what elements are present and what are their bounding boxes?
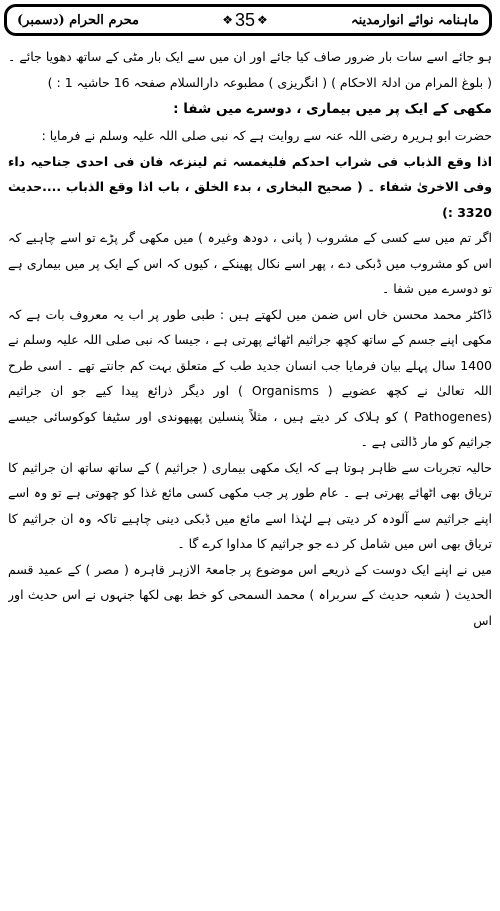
page-number-value: 35 bbox=[234, 9, 256, 30]
page-header bbox=[4, 4, 492, 36]
paragraph-narration: حضرت ابو ہریرہ رضی اللہ عنہ سے روایت ہے کہ نبی صلی اللہ علیہ وسلم نے فرمایا : bbox=[41, 128, 492, 143]
ornament-icon: ❖ bbox=[257, 13, 268, 27]
ornament-icon: ❖ bbox=[222, 13, 233, 27]
hadith-arabic-text: اذا وقع الذباب فی شراب احدکم فلیغمسہ ثم لینزعہ فان فی احدی جناحیہ داء وفی الاخریٰ شفاء ۔ ( صحیح البخاری ، بدء الخلق ، باب اذا وقع الذباب ....حدیث 3320 :) bbox=[8, 153, 492, 220]
article-body bbox=[8, 44, 492, 907]
section-heading: مکھی کے ایک پر میں بیماری ، دوسرے میں شفا : bbox=[173, 101, 492, 117]
paragraph-doctor-quote: ڈاکٹر محمد محسن خاں اس ضمن میں لکھتے ہیں : طبی طور پر اب یہ معروف بات ہے کہ مکھی اپنے جسم کے ساتھ کچھ جراثیم اٹھائے پھرتی ہے ، جیسا کہ نبی صلی اللہ علیہ وسلم نے 1400 سال پہلے بیان فرمایا جب انسان جدید طب کے متعلق بہت کم جانتے تھے ۔ اسی طرح اللہ تعالیٰ نے کچھ عضویے ( Organisms ) اور دیگر ذرائع پیدا کیے جو ان جراثیم (Pathogenes ) کو ہلاک کر دیتے ہیں ، مثلاً پنسلین پھپھوندی اور سٹیفا کوکوسائی جیسے جراثیم کو مار ڈالتی ہے ۔ bbox=[8, 306, 492, 449]
paragraph-translation: اگر تم میں سے کسی کے مشروب ( پانی ، دودھ وغیرہ ) میں مکھی گر پڑے تو اسے چاہیے کہ اس کو مشروب میں ڈبکی دے ، پھر اسے نکال پھینکے ، کیوں کہ اس کے ایک پر میں بیماری ہے تو دوسرے میں شفا ۔ bbox=[8, 230, 492, 296]
issue-month: محرم الحرام (دسمبر) bbox=[17, 12, 140, 28]
page-number bbox=[222, 10, 268, 31]
paragraph-intro: ہو جائے اسے سات بار ضرور صاف کیا جائے اور ان میں سے ایک بار مٹی کے ساتھ دھویا جائے ۔( بلوغ المرام من ادلۃ الاحکام ) ( انگریزی ) مطبوعہ دارالسلام صفحہ 16 حاشیہ 1 : ) bbox=[8, 49, 492, 90]
paragraph-experiments: حالیہ تجربات سے ظاہر ہوتا ہے کہ ایک مکھی بیماری ( جراثیم ) کے ساتھ ساتھ ان جراثیم کا تریاق بھی اٹھائے پھرتی ہے ۔ عام طور پر جب مکھی کسی مائع غذا کو چھوتی ہے تو وہ اسے اپنے جراثیم سے آلودہ کر دیتی ہے لہٰذا اسے مائع میں ڈبکی دینی چاہیے تاکہ وہ ان جراثیم کا تریاق بھی اس میں شامل کر دے جو جراثیم کا مداوا کرے گا ۔ bbox=[8, 459, 492, 551]
magazine-title: ماہنامہ نوائے انوارمدینہ bbox=[350, 12, 479, 28]
paragraph-letter: میں نے اپنے ایک دوست کے ذریعے اس موضوع پر جامعۃ الازہر قاہرہ ( مصر ) کے عمید قسم الحدیث ( شعبہ حدیث کے سربراہ ) محمد السمحی کو خط بھی لکھا جنہوں نے اس حدیث اور اس bbox=[8, 561, 492, 628]
